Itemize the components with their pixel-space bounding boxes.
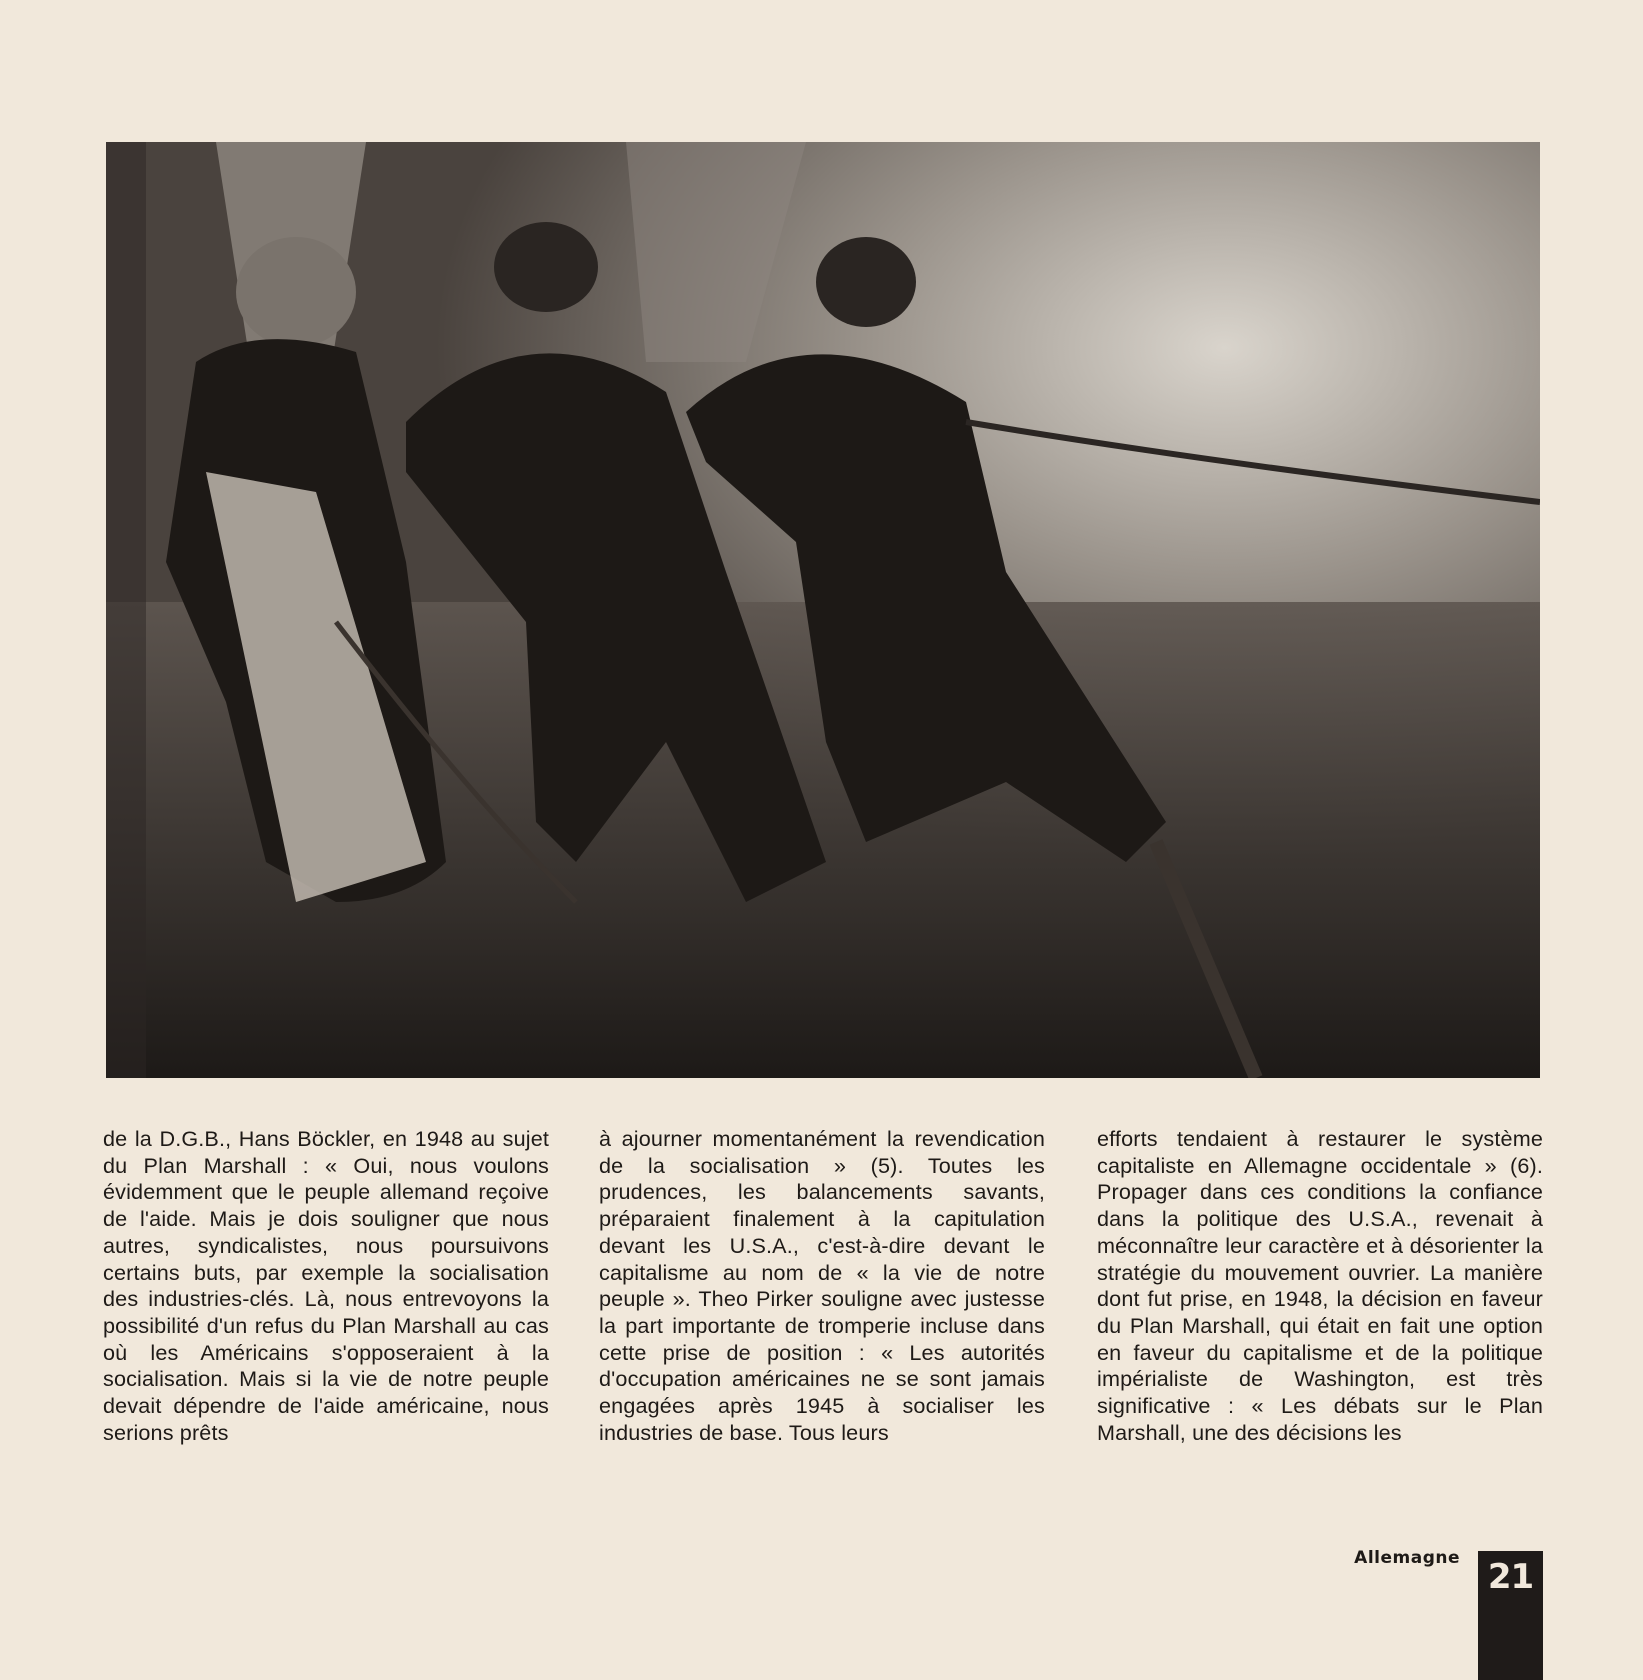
running-head: Allemagne <box>1354 1548 1460 1568</box>
steelworkers-pulling-rope-photo-icon <box>106 142 1540 1078</box>
page-number: 21 <box>1487 1557 1534 1597</box>
body-text-column-1: de la D.G.B., Hans Böckler, en 1948 au sujet du Plan Marshall : « Oui, nous voulons évidemment que le peuple allemand reçoive de l'aide. Mais je dois souligner que nous autres, syndicalistes, nous poursuivons certains buts, par exemple la socialisation des industries-clés. Là, nous entrevoyons la possibilité d'un refus du Plan Marshall au cas où les Américains s'opposeraient à la socialisation. Mais si la vie de notre peuple devait dépendre de l'aide américaine, nous serions prêts <box>103 1126 549 1445</box>
body-text-column-2: à ajourner momentanément la revendication de la socialisation » (5). Toutes les prudences, les balancements savants, préparaient finalement à la capitulation devant les U.S.A., c'est-à-dire devant le capitalisme au nom de « la vie de notre peuple ». Theo Pirker souligne avec justesse la part importante de tromperie incluse dans cette prise de position : « Les autorités d'occupation américaines ne se sont jamais engagées après 1945 à socialiser les industries de base. Tous leurs <box>599 1126 1045 1445</box>
steelworkers-photo <box>106 142 1540 1078</box>
body-text-column-3: efforts tendaient à restaurer le système capitaliste en Allemagne occidentale » (6). Propager dans ces conditions la confiance dans la politique des U.S.A., revenait à méconnaître leur caractère et à désorienter la stratégie du mouvement ouvrier. La manière dont fut prise, en 1948, la décision en faveur du Plan Marshall, qui était en fait une option en faveur du capitalisme et de la politique impérialiste de Washington, est très significative : « Les débats sur le Plan Marshall, une des décisions les <box>1097 1126 1543 1445</box>
